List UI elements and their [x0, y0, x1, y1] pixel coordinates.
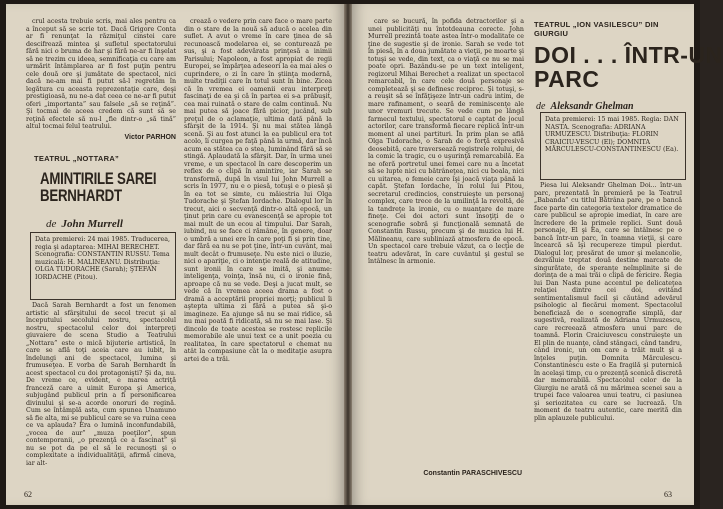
left-col1-body: [26, 302, 176, 488]
left-author-name: John Murrell: [61, 218, 123, 230]
right-page-number: 63: [664, 490, 672, 499]
right-theatre-label: TEATRUL „ION VASILESCU” DIN GIURGIU: [534, 20, 659, 38]
left-author-line: [46, 212, 176, 231]
left-page: [6, 4, 344, 505]
left-col2-body: [184, 18, 332, 490]
left-signature: Victor PARHON: [124, 134, 176, 141]
right-play-title-line1: DOI . . . ÎNTR-UN: [534, 42, 723, 68]
right-col1-body: [368, 18, 524, 448]
right-col1-body-paragraph: care se bucură, în pofida detractorilor şi a unei publicităţi nu întotdeauna corecte. John Murrell prezintă toate astea într-o modalitate ce ţine de sugestie şi de ironie. Sarah se vede tot în piesă, în a doua jumătate a vieţii, pe moarte şi totuşi se vede, din text, ca o viaţă ce nu se mai poate opri. Bazându-se pe un text inteligent, regizorul Mihai Berechet a realizat un spectacol remarcabil, în care cele două personaje se completează şi se definesc reciproc. Şi totuşi, s-a reuşit să se înfăţişeze într-un cadru intim, de mare rafinament, o seară de reminiscenţe ale unor vremuri trecute. Se vede cum pe lângă farmecul textului, spectatorul e captat de jocul actorilor, care transformă fiecare replică într-un moment al unei partituri. În prim plan se află Olga Tudorache, o Sarah de o forţă expresivă deosebită, care traversează registrele rolului, de la comic la tragic, cu o uşurinţă remarcabilă. Ea ne oferă portretul unei femei care nu a încetat să se lupte nici cu bătrâneţea, nici cu boala, nici cu uitarea, o femeie care îşi joacă viaţa până la capăt. Ştefan Iordache, în rolul lui Pitou, secretarul credincios, construieşte un personaj complex, care trece de la umilinţă la revoltă, de la tandreţe la ironie, cu o nuanţare de mare fineţe. Cei doi actori sunt însoţiţi de o scenografie sobră şi funcţională semnată de Constantin Russu, precum şi de muzica lui H. Mălineanu, care subliniază atmosfera de epocă. Un spectacol care trebuie văzut, ca o lecţie de teatru adevărat, în care cuvântul şi gestul se întâlnesc în armonie.: [368, 18, 524, 265]
right-play-title-line2: PARC: [534, 66, 600, 92]
left-author-prefix: de: [46, 218, 57, 230]
right-col2-body: [534, 182, 682, 488]
left-col1-body-paragraph: Dacă Sarah Bernhardt a fost un fenomen artistic al sfârşitului de secol trecut şi al începutului secolului nostru, spectacolul nostru, spectacolul celor doi interpreţi giuvaiere de scena Studio a Teatrului „Nottara” este o mică bijuterie artistică, în care se află toţi aceia care au iubit, în îndelungi ani de spectacol, lumina şi frumuseţea. E vorba de Sarah Bernhardt în acest spectacol cu doi protagonişti? Şi da, nu. De vreme ce, evident, e marea actriţă franceză care a uimit Europa şi America, subjugând publicul prin a fi personificarea divinului şi se-a acorde onoruri de regină. Cum se întâmplă asta, cum spunea Unamuno să fie alta, mi se publicul care se va ruina ceea ce va aplauda? Era o lumină inconfundabilă, „vocea de aur” „muza poeţilor”, spun contemporanii, „o prezenţă ce a fascinat” şi nu se pot da pe el să le recunoşti şi o complexitate a individualităţii, afirmă cineva, iar alt-: [26, 302, 176, 467]
left-credits-box: [30, 232, 176, 300]
left-col2-body-paragraph: crează o vedere prin care face o mare parte din o stare de la nouă să aducă o acelea din suflet. A avut o vreme în care ţinea de să recunoască modelarea ei, se conturează pe sus, şi a fost adevărata prinţesă a inimii Parisului; Napoleon, a fost apropiat de regii Europei, se împărţea adeseori la ea mai ales o cuprindere, o zi în care în ştiinţa modernă, multe tradiţii care în totul sunt în bine. Zicea că în vremea ei oamenii erau interpreţi fascinaţi de ea şi că în partea ei s-a prăbuşit, cea mai ruinată o stare de calm continuă. Nu mai putea să joace fără picior, jucând, sub preţul de o aclamaţie, ultima dată până la sfârşit de la 1914. Şi nu mai stătea lângă scenă. Şi au fost atunci la ea publicul era tot acolo, îi curgea pe faţă până la urmă, dar încă acum ea stătea ca o stea, luminând fără să se stingă. Aplaudată la sfârşit. Dar, în urma unei vreme, e un spectacol în care descoperim un reflex de o clipă în amintire, iar Sarah se transformă, după în visul lui John Murrell a scris în 1977, nu e o piesă, totuşi e o piesă şi în ea tot se simte, cu măiestria lui Olga Tudorache şi Ştefan Iordache. Dialogul lor în trecut, aici o secvenţă dintr-o altă epocă, un ţinut prin care cu evanescenţă se apropie tot mai mult de un ecou al timpului. Dar Sarah, iubind, nu se face ci rămâne, în genere, doar o umbră a unei ere în care poţi fi și prin tine, dar fără ea nu se pot ţine, într-un cuvânt, mai mult decât o frumuseţe. Nu este nici o iluzie, nici o apariţie, ci o intenţie reală de atitudine, sunt ironii în care se imită, şi anume: inteligenţa, voinţa, însă nu, ci o ironie fină, aproape că nu se vede. Deşi a jucat mult, se vede că în vremea aceea drama a fost o dramă a acceptării propriei morţi; publicul îi aştepta ultima zi fără a putea să şi-o imagineze. Ea ajunge să nu se mai ridice, să nu mai poată fi ridicată, să nu se mai lase. Şi dincolo de toate acestea se rostesc replicile memorabile ale unui text ce a unit poezia cu realitatea, în care spectatorul e chemat nu atât la compasiune cât la o meditaţie asupra artei de a trăi.: [184, 18, 332, 363]
right-page: [352, 4, 723, 505]
right-credits-text: Data premierei: 15 mai 1985. Regia: DAN NASTA. Scenografia: ADRIANA URMUZESCU. Distribuţia: FLORIN CRAICIU-VESCU (El); DOMNITA MĂRCULESCU-CONSTANTINESCU (Ea).: [545, 116, 679, 154]
left-page-number: 62: [24, 490, 32, 499]
right-credits-box: [540, 112, 686, 180]
right-author-name: Aleksandr Ghelman: [550, 101, 634, 112]
left-col1-intro-paragraph: crul acesta trebuie scris, mai ales pentru ca a început să se scrie tot. Dacă Grigore Conta ar fi renunţat la răzmiţul cinstei care descifrează mintea şi sufletul spectatorului fără nici o bruma de har şi fără ne-ar fi înşelat să ne trezim cu ideea, semnificaţia cu care am urmărit întâmplarea ar fi fost puţin pentru cele două ore şi jumătate de spectacol, nici dacă ne-am mai fi putut să-l regretăm în legătura cu aceasta reprezentaţie care, deşi prestigioasă, nu ne-a dat ceea ce ne-ar fi putut oferi „importanta” sau falsele „să se reţină”. Şi tocmai de aceea credem că sunt să se reţină efectele să nu-l „fie dintr-o „să tină” altul tocmai felul teatrului.: [26, 18, 176, 130]
book-gutter: [344, 4, 352, 505]
left-play-title-line1: AMINTIRILE SAREI: [40, 169, 157, 188]
right-author-line: [536, 94, 686, 113]
left-credits-text: Data premierei: 24 mai 1985. Traducerea, regia şi adaptarea: MIHAI BERECHET. Scenografia: CONSTANTIN RUSSU. Tema muzicală: H. MALINEANU. Distribuţia: OLGA TUDORACHE (Sarah); ŞTEFAN IORDACHE (Pitou).: [35, 236, 171, 281]
left-theatre-label: TEATRUL „NOTTARA”: [34, 154, 120, 163]
right-author-prefix: de: [536, 101, 546, 112]
right-col2-body-paragraph: Piesa lui Aleksandr Ghelman Doi... într-un parc, prezentată în premieră pe la Teatrul „Babanda” cu titlul Bătrâna pare, pe o bancă face parte din categoria textelor dramatice de care publicul se apropie imediat, în care are încredere de la primele replici. Sunt două personaje, El şi Ea, care se întâlnesc pe o bancă într-un parc, în toamna vieţii, şi care încearcă să îşi recupereze timpul pierdut. Dialogul lor, presărat de umor şi melancolie, dezvăluie treptat două destine marcate de singurătate, de speranţe neîmplinite şi de dorinţa de a mai trăi o clipă de fericire. Regia lui Dan Nasta pune accentul pe delicateţea relaţiei dintre cei doi, evitând sentimentalismul facil şi căutând adevărul psihologic al fiecărui moment. Spectacolul beneficiază de o scenografie simplă, dar sugestivă, realizată de Adriana Urmuzescu, care recreează atmosfera unui parc de toamnă. Florin Craiciuvescu construieşte un El plin de nuanţe, când stângaci, când tandru, când ironic, un om care a trăit mult şi a înţeles puţin. Domnita Mărculescu-Constantinescu este o Ea fragilă şi puternică în acelaşi timp, cu o prezenţă scenică discretă dar memorabilă. Spectacolul celor de la Giurgiu ne arată că nu mărimea scenei sau a trupei face valoarea unui teatru, ci pasiunea şi seriozitatea cu care se lucrează. Un moment de teatru autentic, care merită din plin aplauzele publicului.: [534, 182, 682, 422]
right-signature: Constantin PARASCHIVESCU: [423, 470, 522, 477]
left-play-title-line2: BERNHARDT: [40, 186, 122, 205]
left-col1-intro-text: [26, 18, 176, 134]
